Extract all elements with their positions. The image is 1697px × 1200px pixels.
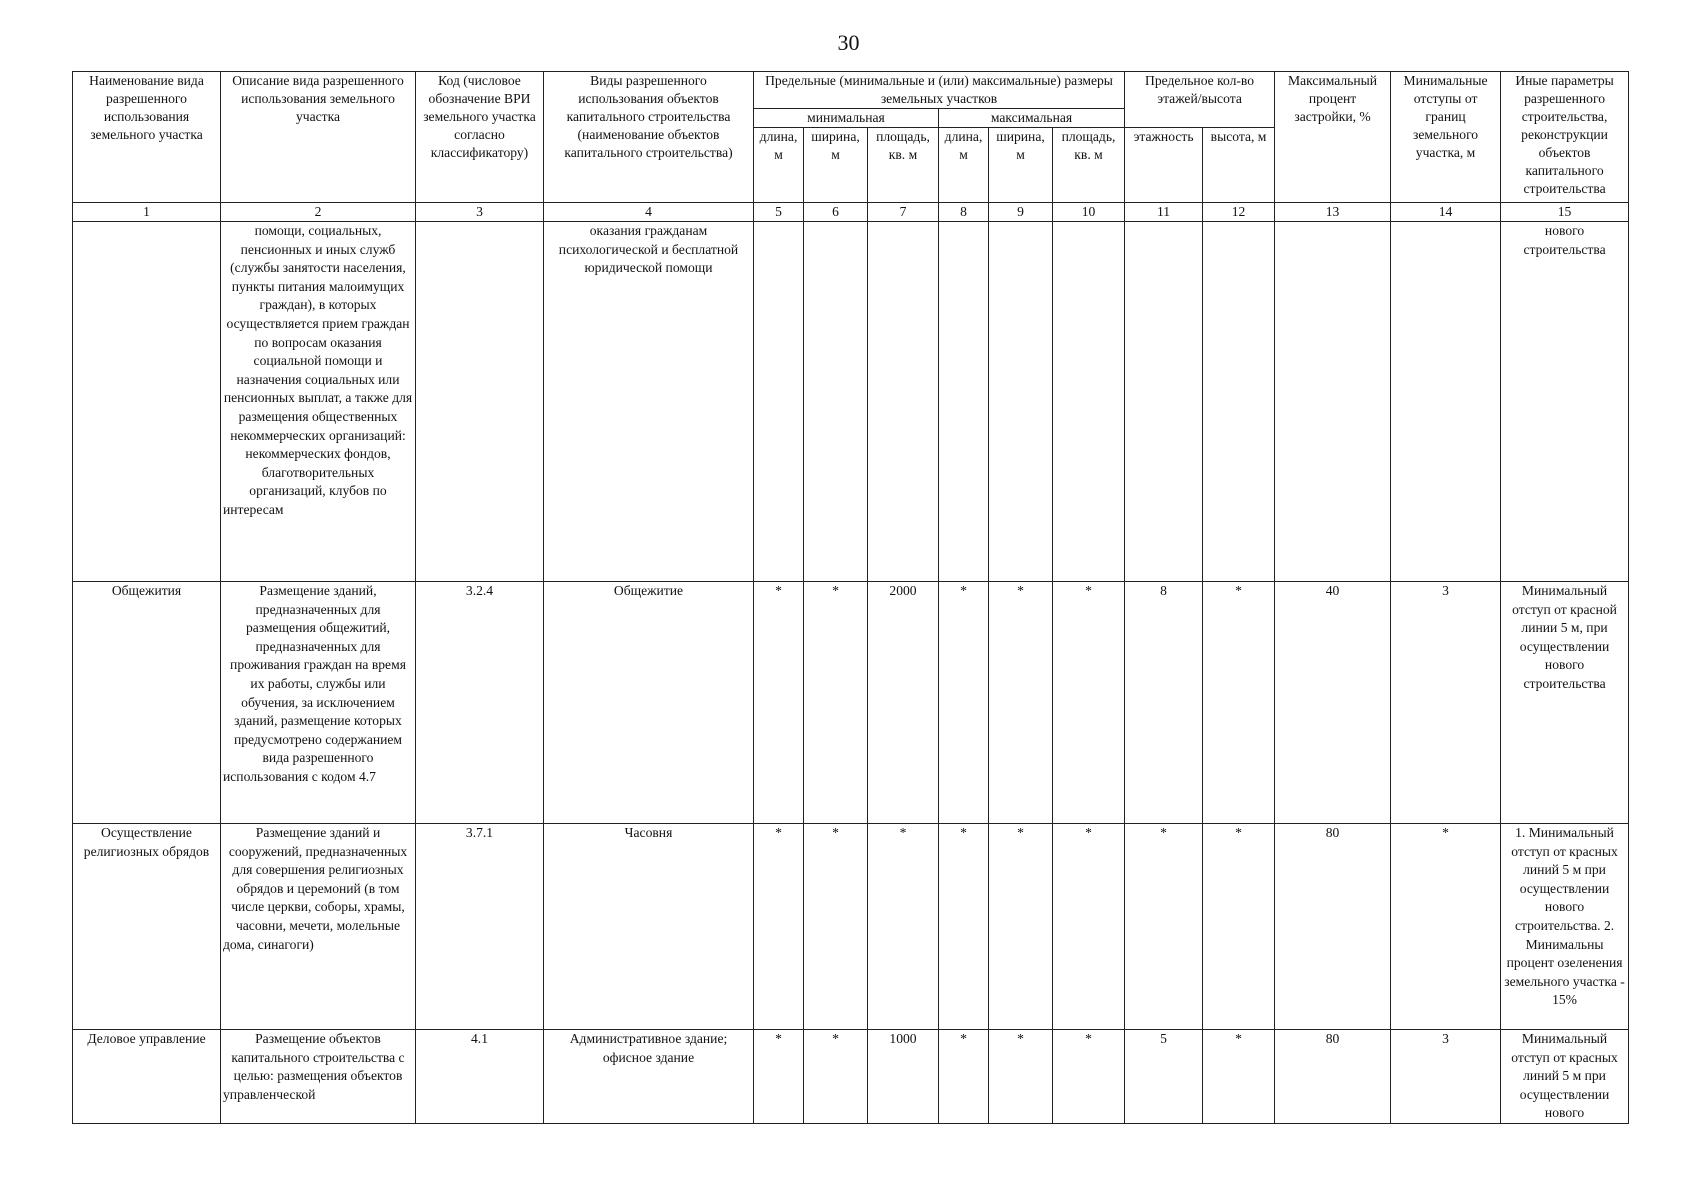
cell-setback: 3 bbox=[1391, 582, 1501, 824]
header-description: Описание вида разрешенного использования земельного участка bbox=[221, 72, 416, 203]
cell-max-width bbox=[989, 222, 1053, 582]
header-height: высота, м bbox=[1203, 128, 1275, 203]
column-number: 8 bbox=[939, 203, 989, 222]
cell-build-pct: 40 bbox=[1275, 582, 1391, 824]
header-floors-group: Предельное кол-во этажей/высота bbox=[1125, 72, 1275, 128]
cell-setback bbox=[1391, 222, 1501, 582]
cell-min-width bbox=[804, 222, 868, 582]
header-setback: Минимальные отступы от границ земельного участка, м bbox=[1391, 72, 1501, 203]
table-row bbox=[73, 1030, 1629, 1124]
cell-max-length: * bbox=[939, 824, 989, 1030]
cell-max-length bbox=[939, 222, 989, 582]
cell-max-width: * bbox=[989, 582, 1053, 824]
header-max-width: ширина, м bbox=[989, 128, 1053, 203]
header-min: минимальная bbox=[754, 109, 939, 128]
cell-max-area: * bbox=[1053, 1030, 1125, 1124]
column-number: 11 bbox=[1125, 203, 1203, 222]
header-objects: Виды разрешенного использования объектов капитального строительства (наименование объектов капитального строительства) bbox=[544, 72, 754, 203]
cell-min-length: * bbox=[754, 824, 804, 1030]
header-build-pct: Максимальный процент застройки, % bbox=[1275, 72, 1391, 203]
column-number: 13 bbox=[1275, 203, 1391, 222]
cell-min-width: * bbox=[804, 582, 868, 824]
cell-min-width: * bbox=[804, 1030, 868, 1124]
cell-objects: Часовня bbox=[544, 824, 754, 1030]
column-number: 7 bbox=[868, 203, 939, 222]
cell-setback: * bbox=[1391, 824, 1501, 1030]
cell-description: Размещение зданий, предназначенных для размещения общежитий, предназначенных для проживания граждан на время их работы, службы или обучения, за исключением зданий, размещение которых предусмотрено содержанием вида разрешенного использования с кодом 4.7 bbox=[221, 582, 416, 824]
header-min-length: длина, м bbox=[754, 128, 804, 203]
cell-objects: оказания гражданам психологической и бесплатной юридической помощи bbox=[544, 222, 754, 582]
column-number: 2 bbox=[221, 203, 416, 222]
cell-height: * bbox=[1203, 1030, 1275, 1124]
cell-min-area: 1000 bbox=[868, 1030, 939, 1124]
cell-description: помощи, социальных, пенсионных и иных служб (службы занятости населения, пункты питания малоимущих граждан), в которых осуществляется прием граждан по вопросам оказания социальной помощи и назначения социальных или пенсионных выплат, а также для размещения общественных некоммерческих организаций: некоммерческих фондов, благотворительных организаций, клубов по интересам bbox=[221, 222, 416, 582]
land-use-table bbox=[72, 71, 1629, 1124]
cell-other: 1. Минимальный отступ от красных линий 5 м при осуществлении нового строительства. 2. Минимальны процент озеленения земельного участка - 15% bbox=[1501, 824, 1629, 1030]
column-number-row bbox=[73, 203, 1629, 222]
cell-min-area bbox=[868, 222, 939, 582]
column-number: 15 bbox=[1501, 203, 1629, 222]
cell-min-length: * bbox=[754, 1030, 804, 1124]
column-number: 6 bbox=[804, 203, 868, 222]
column-number: 3 bbox=[416, 203, 544, 222]
cell-min-area: * bbox=[868, 824, 939, 1030]
header-max-area: площадь, кв. м bbox=[1053, 128, 1125, 203]
cell-floors: 5 bbox=[1125, 1030, 1203, 1124]
cell-code: 4.1 bbox=[416, 1030, 544, 1124]
cell-description: Размещение объектов капитального строительства с целью: размещения объектов управленческой bbox=[221, 1030, 416, 1124]
header-sizes: Предельные (минимальные и (или) максимальные) размеры земельных участков bbox=[754, 72, 1125, 109]
header-name: Наименование вида разрешенного использования земельного участка bbox=[73, 72, 221, 203]
cell-other: Минимальный отступ от красных линий 5 м при осуществлении нового bbox=[1501, 1030, 1629, 1124]
cell-min-width: * bbox=[804, 824, 868, 1030]
cell-name bbox=[73, 222, 221, 582]
cell-max-area: * bbox=[1053, 824, 1125, 1030]
cell-floors: * bbox=[1125, 824, 1203, 1030]
header-floors: этажность bbox=[1125, 128, 1203, 203]
cell-height bbox=[1203, 222, 1275, 582]
header-max: максимальная bbox=[939, 109, 1125, 128]
cell-floors: 8 bbox=[1125, 582, 1203, 824]
cell-max-area bbox=[1053, 222, 1125, 582]
table-row bbox=[73, 824, 1629, 1030]
table-row bbox=[73, 222, 1629, 582]
column-number: 12 bbox=[1203, 203, 1275, 222]
cell-min-length: * bbox=[754, 582, 804, 824]
header-other: Иные параметры разрешенного строительства, реконструкции объектов капитального строительства bbox=[1501, 72, 1629, 203]
cell-max-width: * bbox=[989, 824, 1053, 1030]
cell-other: нового строительства bbox=[1501, 222, 1629, 582]
cell-code bbox=[416, 222, 544, 582]
cell-floors bbox=[1125, 222, 1203, 582]
cell-height: * bbox=[1203, 824, 1275, 1030]
cell-build-pct: 80 bbox=[1275, 824, 1391, 1030]
cell-build-pct bbox=[1275, 222, 1391, 582]
header-min-area: площадь, кв. м bbox=[868, 128, 939, 203]
header-code: Код (числовое обозначение ВРИ земельного участка согласно классификатору) bbox=[416, 72, 544, 203]
page-number: 30 bbox=[837, 30, 860, 55]
cell-other: Минимальный отступ от красной линии 5 м, при осуществлении нового строительства bbox=[1501, 582, 1629, 824]
column-number: 5 bbox=[754, 203, 804, 222]
cell-max-length: * bbox=[939, 1030, 989, 1124]
cell-build-pct: 80 bbox=[1275, 1030, 1391, 1124]
cell-description: Размещение зданий и сооружений, предназначенных для совершения религиозных обрядов и церемоний (в том числе церкви, соборы, храмы, часовни, мечети, молельные дома, синагоги) bbox=[221, 824, 416, 1030]
cell-name: Осуществление религиозных обрядов bbox=[73, 824, 221, 1030]
cell-setback: 3 bbox=[1391, 1030, 1501, 1124]
cell-height: * bbox=[1203, 582, 1275, 824]
cell-objects: Общежитие bbox=[544, 582, 754, 824]
column-number: 14 bbox=[1391, 203, 1501, 222]
cell-max-length: * bbox=[939, 582, 989, 824]
cell-name: Общежития bbox=[73, 582, 221, 824]
column-number: 1 bbox=[73, 203, 221, 222]
header-max-length: длина, м bbox=[939, 128, 989, 203]
table-row bbox=[73, 582, 1629, 824]
cell-code: 3.2.4 bbox=[416, 582, 544, 824]
column-number: 4 bbox=[544, 203, 754, 222]
cell-objects: Административное здание; офисное здание bbox=[544, 1030, 754, 1124]
cell-min-length bbox=[754, 222, 804, 582]
header-min-width: ширина, м bbox=[804, 128, 868, 203]
cell-code: 3.7.1 bbox=[416, 824, 544, 1030]
column-number: 9 bbox=[989, 203, 1053, 222]
cell-max-width: * bbox=[989, 1030, 1053, 1124]
cell-min-area: 2000 bbox=[868, 582, 939, 824]
column-number: 10 bbox=[1053, 203, 1125, 222]
cell-max-area: * bbox=[1053, 582, 1125, 824]
cell-name: Деловое управление bbox=[73, 1030, 221, 1124]
